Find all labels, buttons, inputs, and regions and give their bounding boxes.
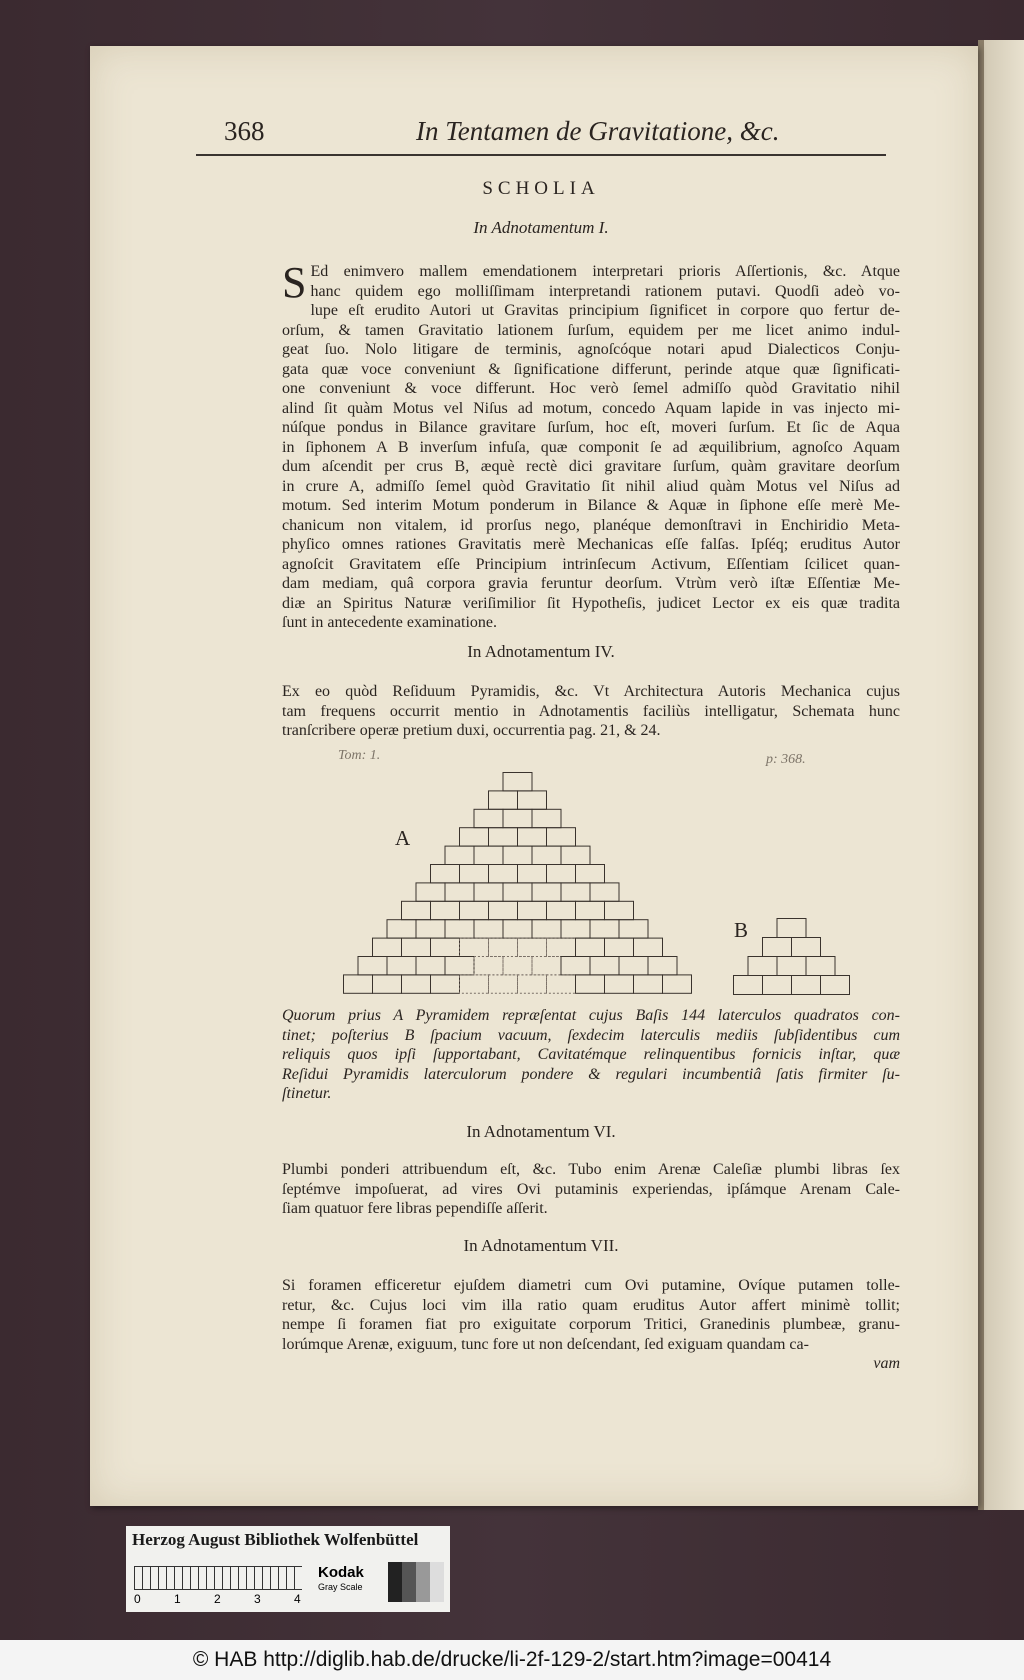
brick	[547, 865, 576, 883]
running-head	[196, 108, 886, 152]
brick	[532, 883, 561, 901]
ruler-number: 0	[134, 1592, 141, 1606]
pyramid-b-diagram	[730, 918, 854, 998]
text-line: reliquis quos ipſi ſupportabant, Cavitatémque relinquentibus fornicis inſtar, quæ	[282, 1046, 900, 1063]
brick	[489, 791, 518, 809]
pencil-note-volume: Tom: 1.	[338, 748, 381, 763]
text-line: motum. Sed interim Motum ponderum in Bilance & Aquæ in ſiphone eſſe merè Me-	[282, 497, 900, 514]
brick	[518, 975, 547, 993]
paragraph-adnotamentum-6	[282, 1160, 900, 1219]
drop-cap: S	[282, 258, 307, 307]
brick	[763, 938, 792, 957]
brick	[547, 938, 576, 956]
brick	[518, 791, 547, 809]
text-line: hanc quidem ego molliſſimam interpretandi rationem putavi. Quodſi adeò vo-	[310, 282, 900, 300]
text-line: one conveniunt & voce differunt. Hoc verò ſemel admiſſo quòd Gravitatio nihil	[282, 380, 900, 397]
text-line: Ex eo quòd Reſiduum Pyramidis, &c. Vt Architectura Autoris Mechanica cujus	[282, 683, 900, 700]
ruler-number: 4	[294, 1592, 301, 1606]
text-line: núſque pondus in Bilance gravitare ſurſum, hoc eſt, moveri ſurſum. Et ſic de Aqua	[282, 419, 900, 436]
section-title: SCHOLIA	[482, 178, 600, 199]
gray-patch	[416, 1562, 430, 1602]
ruler-number: 1	[174, 1592, 181, 1606]
brick	[561, 920, 590, 938]
brick	[590, 883, 619, 901]
brick	[734, 976, 763, 995]
ruler-number: 2	[214, 1592, 221, 1606]
brick	[605, 975, 634, 993]
brick	[532, 920, 561, 938]
brick	[806, 957, 835, 976]
brick	[445, 957, 474, 975]
brick	[561, 883, 590, 901]
text-line: nempe ſi foramen fiat pro exiguitate corporum Tritici, Granedinis plumbeæ, granu-	[282, 1316, 900, 1333]
text-line: ſtinetur.	[282, 1085, 332, 1102]
brick	[777, 957, 806, 976]
brick	[445, 883, 474, 901]
brick	[605, 901, 634, 919]
text-line: Si foramen efficeretur ejuſdem diametri cum Ovi putamine, Ovíque putamen tolle-	[282, 1277, 900, 1294]
brick	[503, 809, 532, 827]
brick	[474, 809, 503, 827]
brick	[387, 920, 416, 938]
text-line: ſunt in antecedente examinatione.	[282, 614, 498, 631]
text-line: orſum, & tamen Gravitatio lationem ſurſum, equidem per me licet animo indul-	[282, 321, 900, 339]
brick	[532, 809, 561, 827]
kodak-brand: Kodak	[318, 1564, 364, 1581]
brick	[576, 938, 605, 956]
brick	[518, 828, 547, 846]
adjacent-page-edge	[978, 40, 1024, 1510]
ruler-scale	[134, 1566, 302, 1590]
brick	[576, 865, 605, 883]
brick	[547, 828, 576, 846]
text-line: Reſidui Pyramidis laterculorum pondere & regulari incumbentiâ ſatis firmiter ſu-	[282, 1065, 900, 1083]
brick	[489, 938, 518, 956]
brick	[605, 938, 634, 956]
brick	[777, 919, 806, 938]
text-line: dum aſcendit per crus B, æquè rectè dici gravitare ſurſum, quàm gravitare deorſum	[282, 458, 900, 475]
brick	[460, 828, 489, 846]
brick	[402, 975, 431, 993]
footer-credit: © HAB http://diglib.hab.de/drucke/li-2f-129-2/start.htm?image=00414	[0, 1640, 1024, 1680]
brick	[518, 938, 547, 956]
brick	[460, 901, 489, 919]
color-reference-card	[126, 1526, 450, 1612]
brick	[561, 846, 590, 864]
text-line: tranſcribere operæ pretium duxi, occurrentia pag. 21, & 24.	[282, 722, 661, 739]
text-line: diæ an Spiritus Naturæ veriſimilior ſit Hypotheſis, judicet Lector ex eis quæ tradita	[282, 594, 900, 612]
brick	[590, 957, 619, 975]
brick	[748, 957, 777, 976]
page-number: 368	[224, 116, 265, 146]
brick	[460, 975, 489, 993]
brick	[431, 975, 460, 993]
brick	[619, 957, 648, 975]
brick	[619, 920, 648, 938]
brick	[445, 846, 474, 864]
text-line: Plumbi ponderi attribuendum eſt, &c. Tubo enim Arenæ Caleſiæ plumbi libras ſex	[282, 1161, 900, 1178]
gray-patch	[430, 1562, 444, 1602]
brick	[489, 828, 518, 846]
brick	[518, 865, 547, 883]
brick	[489, 901, 518, 919]
figure-label-b: B	[734, 918, 749, 942]
text-line: chanicum non vitalem, id prorſus nego, planéque demonſtravi in Enchiridio Meta-	[282, 516, 900, 534]
text-line: dam mediam, quâ corpora gravia feruntur deorſum. Vtrùm verò iſtæ Eſſentiæ Me-	[282, 575, 900, 592]
brick	[402, 901, 431, 919]
brick	[561, 957, 590, 975]
header-rule	[196, 154, 886, 156]
text-line: geat ſuo. Nolo litigare de terminis, agnoſcóque notari apud Dialecticos Conju-	[282, 341, 900, 358]
text-line: in crure A, admiſſo ſemel quòd Gravitatio ſit nihil aliud quàm Motus vel Niſus ad	[282, 477, 900, 495]
brick	[503, 957, 532, 975]
figure-label-a: A	[395, 826, 411, 850]
brick	[431, 865, 460, 883]
figure-caption	[282, 1006, 900, 1104]
brick	[416, 920, 445, 938]
brick	[634, 975, 663, 993]
text-line: phyſico omnes rationes Gravitatis merè Mechanicas eſſe falſas. Ipſéq; eruditus Autor	[282, 536, 900, 553]
brick	[474, 957, 503, 975]
text-line: ſiam quatuor fere libras pependiſſe aſſerit.	[282, 1200, 548, 1217]
brick	[358, 957, 387, 975]
brick	[431, 901, 460, 919]
brick	[416, 883, 445, 901]
brick	[547, 901, 576, 919]
brick	[373, 975, 402, 993]
brick	[503, 773, 532, 791]
paragraph-adnotamentum-7	[282, 1276, 900, 1374]
brick	[792, 976, 821, 995]
brick	[460, 938, 489, 956]
pyramid-a-diagram	[340, 772, 696, 998]
brick	[503, 920, 532, 938]
pencil-note-page: p: 368.	[766, 752, 806, 767]
gray-patch	[388, 1562, 402, 1602]
brick	[474, 920, 503, 938]
brick	[474, 846, 503, 864]
brick	[387, 957, 416, 975]
brick	[431, 938, 460, 956]
text-line: lorúmque Arenæ, exiguum, tunc fore ut non deſcendant, ſed exiguam quandam ca-	[282, 1335, 809, 1353]
subheading-adnotamentum-1: In Adnotamentum I.	[473, 218, 609, 237]
ruler-number: 3	[254, 1592, 261, 1606]
brick	[416, 957, 445, 975]
brick	[460, 865, 489, 883]
text-line: Ed enimvero mallem emendationem interpretari prioris Aſſertionis, &c. Atque	[310, 263, 900, 280]
brick	[634, 938, 663, 956]
text-line: retur, &c. Cujus loci vim illa ratio quam eruditus Autor affert minimè tollit;	[282, 1296, 900, 1314]
subheading-adnotamentum-6: In Adnotamentum VI.	[466, 1122, 616, 1141]
text-line: tam frequens occurrit mentio in Adnotamentis faciliùs intelligatur, Schemata hunc	[282, 702, 900, 720]
brick	[474, 883, 503, 901]
brick	[532, 957, 561, 975]
subheading-adnotamentum-4: In Adnotamentum IV.	[467, 642, 615, 661]
brick	[344, 975, 373, 993]
brick	[402, 938, 431, 956]
brick	[590, 920, 619, 938]
library-name: Herzog August Bibliothek Wolfenbüttel	[132, 1530, 419, 1549]
brick	[532, 846, 561, 864]
brick	[821, 976, 850, 995]
text-line: Quorum prius A Pyramidem repræſentat cujus Baſis 144 laterculos quadratos con-	[282, 1007, 900, 1024]
catchword: vam	[873, 1355, 900, 1372]
subheading-adnotamentum-7: In Adnotamentum VII.	[463, 1236, 619, 1255]
brick	[503, 846, 532, 864]
text-line: ſeptémve impoſuerat, ad vires Ovi putaminis experiendas, ipſámque Arenam Cale-	[282, 1180, 900, 1198]
brick	[489, 975, 518, 993]
gray-patch	[402, 1562, 416, 1602]
brick	[518, 901, 547, 919]
paragraph-adnotamentum-1	[282, 258, 900, 633]
text-line: tinet; poſterius B ſpacium vacuum, ſexdecim laterculis mediis ſubſidentibus cum	[282, 1026, 900, 1044]
brick	[489, 865, 518, 883]
brick	[445, 920, 474, 938]
text-line: lupe eſt erudito Autori ut Gravitas principium ſignificet in corpore quo fertur de-	[310, 302, 900, 319]
gray-scale-label: Gray Scale	[318, 1582, 363, 1592]
text-line: alind ſit quàm Motus vel Niſus ad motum, concedo Aquam lapide in vas injecto mi-	[282, 399, 900, 417]
brick	[547, 975, 576, 993]
running-title: In Tentamen de Gravitatione, &c.	[416, 116, 780, 146]
text-line: in ſiphonem A B inverſum infuſa, quæ componit ſe ad æquilibrium, agnoſco Aquam	[282, 438, 900, 456]
brick	[763, 976, 792, 995]
brick	[792, 938, 821, 957]
text-line: agnoſcit Gravitatem eſſe Principium intrinſecum Activum, Eſſentiam ſcilicet quan-	[282, 555, 900, 573]
brick	[648, 957, 677, 975]
text-line: gata quæ voce conveniunt & ſignificatione differunt, perinde atque quæ ſignificati-	[282, 360, 900, 378]
brick	[373, 938, 402, 956]
brick	[576, 975, 605, 993]
brick	[576, 901, 605, 919]
paragraph-adnotamentum-4	[282, 682, 900, 741]
brick	[503, 883, 532, 901]
brick	[663, 975, 692, 993]
